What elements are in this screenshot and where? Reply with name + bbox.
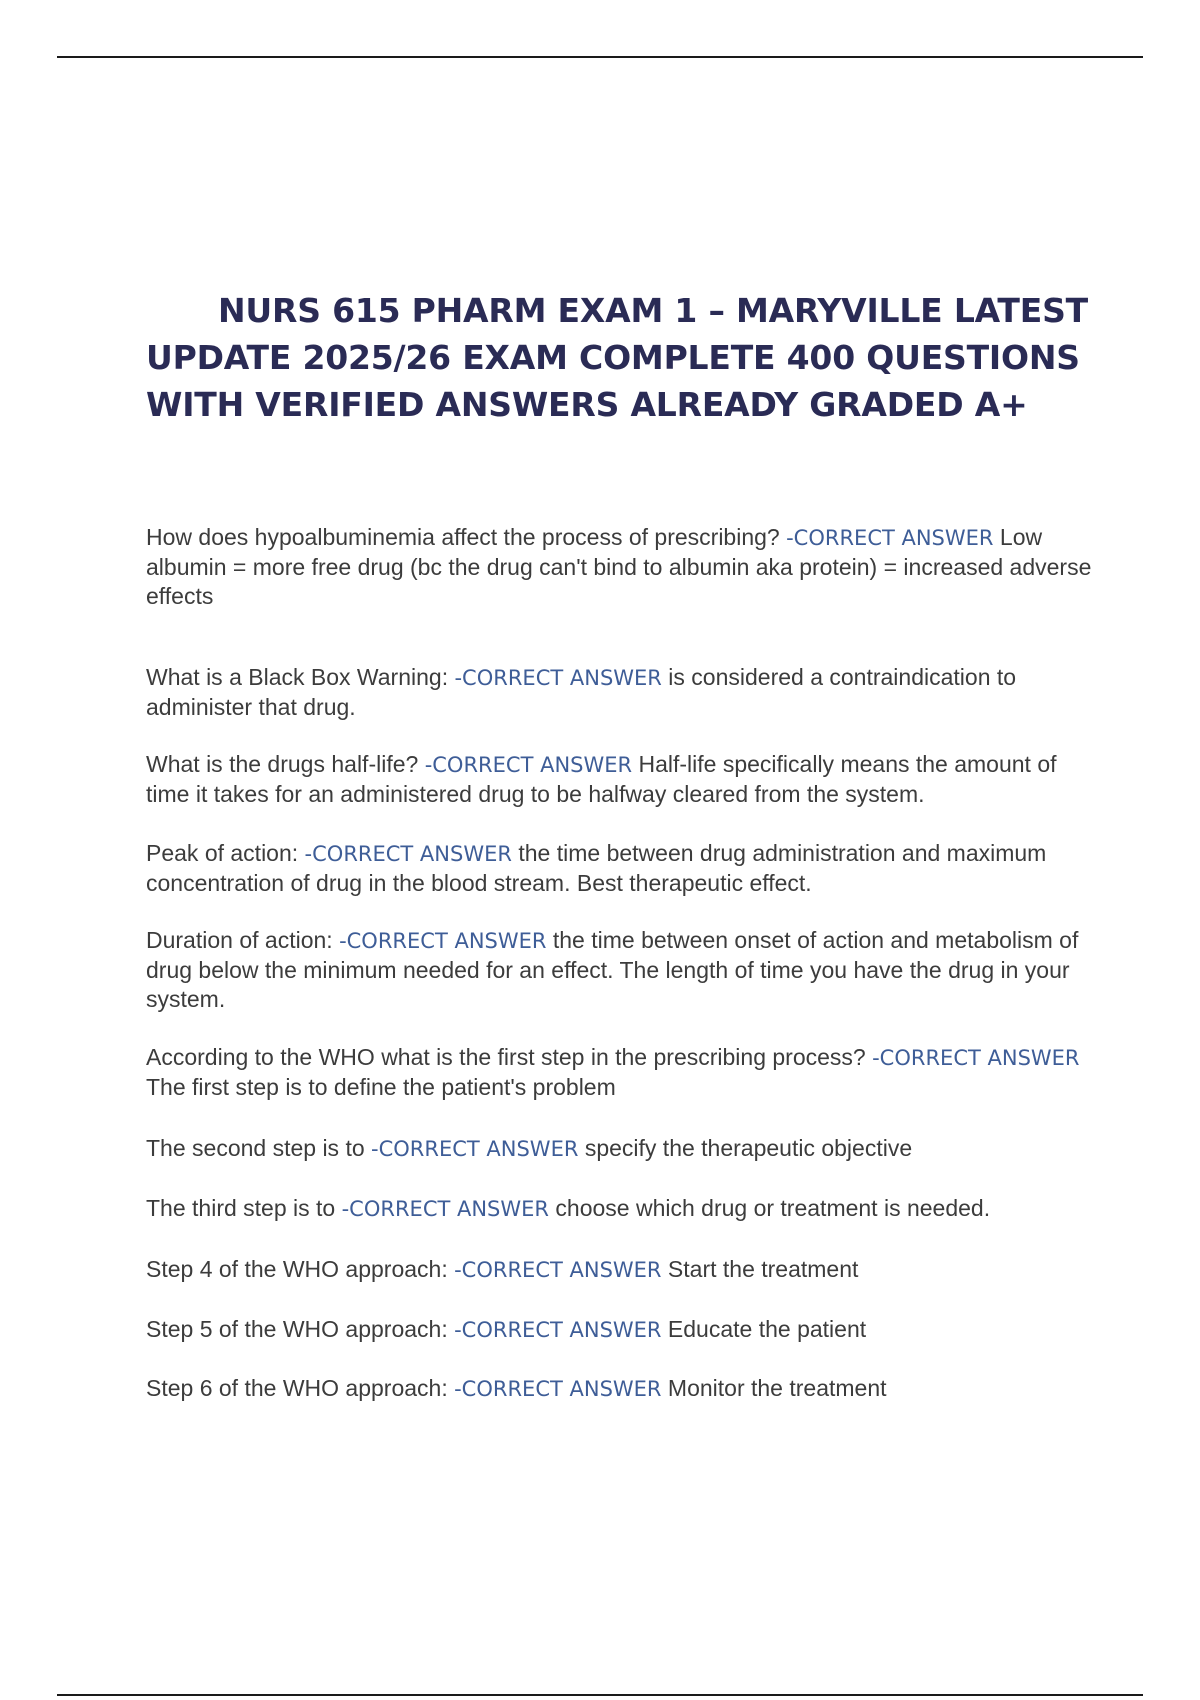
qa-item — [146, 1134, 1096, 1164]
correct-answer-label: -CORRECT ANSWER — [304, 842, 512, 866]
answer-text: is considered a contraindication to administer that drug. — [146, 664, 1017, 720]
correct-answer-label: -CORRECT ANSWER — [454, 1258, 662, 1282]
answer-text: Educate the patient — [667, 1316, 867, 1342]
answer-text: the time between onset of action and metabolism of drug below the minimum needed for an effect. The length of time you have the drug in your system. — [146, 927, 1079, 1012]
answer-text: specify the therapeutic objective — [584, 1135, 913, 1161]
correct-answer-label: -CORRECT ANSWER — [454, 1377, 662, 1401]
question-text: The third step is to — [146, 1195, 336, 1221]
question-text: Step 4 of the WHO approach: — [146, 1256, 448, 1282]
answer-text: the time between drug administration and maximum concentration of drug in the blood stream. Best therapeutic effect. — [146, 840, 1047, 896]
correct-answer-label: -CORRECT ANSWER — [371, 1137, 579, 1161]
question-text: What is a Black Box Warning: — [146, 664, 449, 690]
correct-answer-label: -CORRECT ANSWER — [872, 1046, 1080, 1070]
answer-text: The first step is to define the patient's problem — [146, 1074, 616, 1100]
answer-text: Half-life specifically means the amount of time it takes for an administered drug to be halfway cleared from the system. — [146, 751, 1057, 807]
qa-item — [146, 926, 1096, 1014]
footer-rule — [57, 1694, 1143, 1696]
document-title: NURS 615 PHARM EXAM 1 – MARYVILLE LATEST UPDATE 2025/26 EXAM COMPLETE 400 QUESTIONS WITH VERIFIED ANSWERS ALREADY GRADED A+ — [146, 291, 1088, 424]
correct-answer-label: -CORRECT ANSWER — [339, 929, 547, 953]
qa-item — [146, 523, 1096, 611]
qa-item — [146, 1255, 1096, 1285]
correct-answer-label: -CORRECT ANSWER — [454, 666, 662, 690]
qa-item — [146, 1043, 1096, 1102]
answer-text: Monitor the treatment — [667, 1375, 887, 1401]
correct-answer-label: -CORRECT ANSWER — [786, 526, 994, 550]
question-text: Peak of action: — [146, 840, 299, 866]
answer-text: Low albumin = more free drug (bc the drug can't bind to albumin aka protein) = increased adverse effects — [146, 524, 1092, 609]
qa-item — [146, 750, 1096, 809]
answer-text: Start the treatment — [667, 1256, 859, 1282]
qa-item — [146, 839, 1096, 898]
question-text: The second step is to — [146, 1135, 365, 1161]
question-text: What is the drugs half-life? — [146, 751, 419, 777]
question-text: How does hypoalbuminemia affect the process of prescribing? — [146, 524, 780, 550]
question-text: According to the WHO what is the first step in the prescribing process? — [146, 1044, 866, 1070]
question-text: Step 5 of the WHO approach: — [146, 1316, 448, 1342]
qa-item — [146, 663, 1096, 722]
correct-answer-label: -CORRECT ANSWER — [454, 1318, 662, 1342]
qa-item — [146, 1194, 1096, 1224]
correct-answer-label: -CORRECT ANSWER — [341, 1197, 550, 1221]
header-rule — [57, 56, 1143, 58]
correct-answer-label: -CORRECT ANSWER — [424, 753, 633, 777]
question-text: Duration of action: — [146, 927, 333, 953]
question-text: Step 6 of the WHO approach: — [146, 1375, 448, 1401]
answer-text: choose which drug or treatment is needed. — [555, 1195, 991, 1221]
qa-item — [146, 1315, 1096, 1345]
qa-item — [146, 1374, 1096, 1404]
